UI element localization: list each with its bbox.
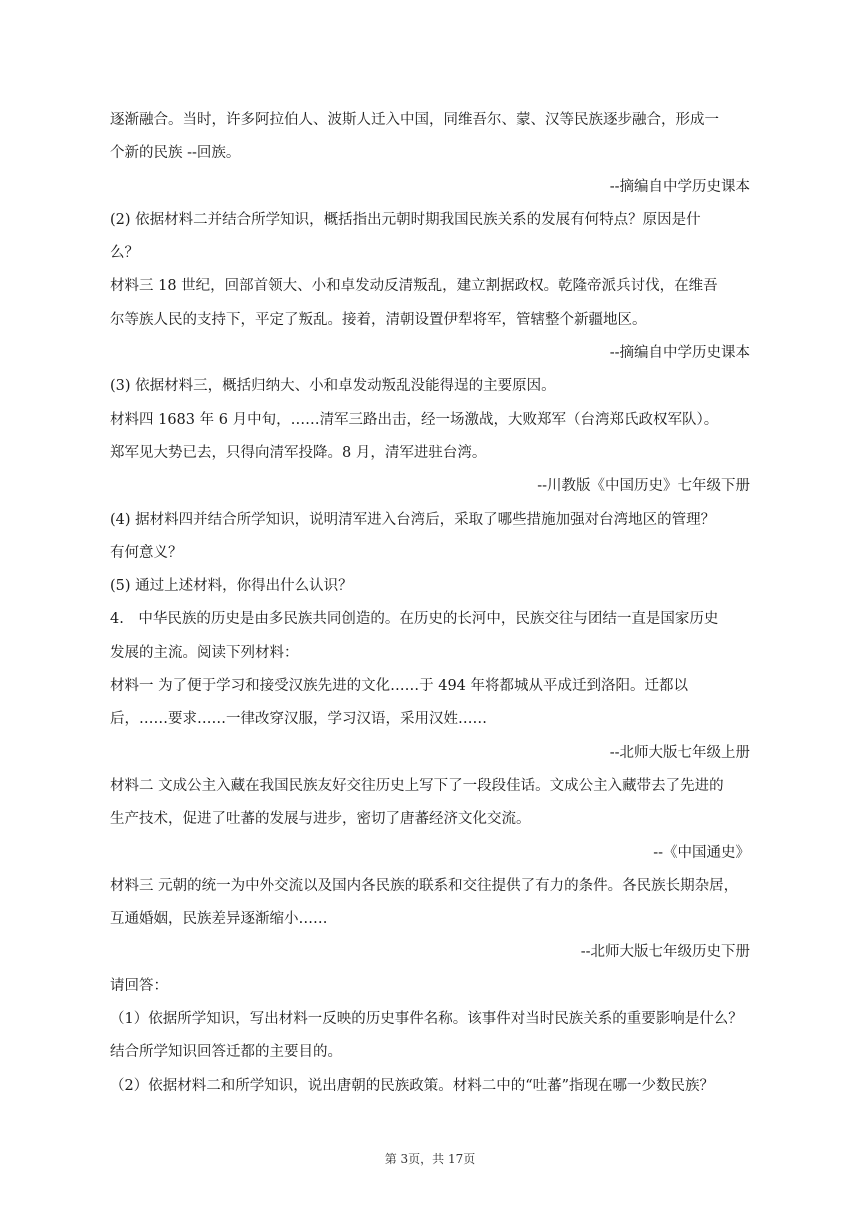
source-citation: --北师大版七年级上册 bbox=[609, 744, 750, 761]
text-line: 互通婚姻，民族差异逐渐缩小…… bbox=[110, 911, 328, 928]
text-line: 有何意义？ bbox=[110, 544, 183, 561]
text-line: 材料一 为了便于学习和接受汉族先进的文化……于 494 年将都城从平成迁到洛阳。迁都以 bbox=[110, 678, 689, 695]
text-line: 发展的主流。阅读下列材料： bbox=[110, 644, 299, 661]
text-line: 逐渐融合。当时，许多阿拉伯人、波斯人迁入中国，同维吾尔、蒙、汉等民族逐步融合，形成一 bbox=[110, 112, 719, 128]
text-line: 材料三 18 世纪，回部首领大、小和卓发动反清叛乱，建立割据政权。乾隆帝派兵讨伐，在维吾 bbox=[110, 278, 718, 295]
text-line: 个新的民族 --回族。 bbox=[110, 145, 241, 162]
source-citation: --北师大版七年级历史下册 bbox=[580, 944, 750, 961]
text-line: (5) 通过上述材料，你得出什么认识？ bbox=[110, 578, 353, 595]
text-line: （1）依据所学知识，写出材料一反映的历史事件名称。该事件对当时民族关系的重要影响是什么？ bbox=[110, 1011, 743, 1028]
text-line: （2）依据材料二和所学知识，说出唐朝的民族政策。材料二中的“吐蕃”指现在哪一少数民族？ bbox=[110, 1077, 715, 1094]
source-citation: --川教版《中国历史》七年级下册 bbox=[537, 478, 750, 495]
text-line: 材料四 1683 年 6 月中旬，……清军三路出击，经一场激战，大败郑军（台湾郑氏政权军队）。 bbox=[110, 411, 719, 428]
source-citation: --摘编自中学历史课本 bbox=[609, 178, 750, 195]
text-line: (3) 依据材料三，概括归纳大、小和卓发动叛乱没能得逞的主要原因。 bbox=[110, 378, 556, 395]
text-line: 请回答： bbox=[110, 977, 168, 994]
text-line: 后，……要求……一律改穿汉服，学习汉语，采用汉姓…… bbox=[110, 711, 487, 728]
text-line: 材料二 文成公主入藏在我国民族友好交往历史上写下了一段段佳话。文成公主入藏带去了先进的 bbox=[110, 777, 724, 794]
text-line: 结合所学知识回答迁都的主要目的。 bbox=[110, 1044, 342, 1061]
text-line: 尔等族人民的支持下，平定了叛乱。接着，清朝设置伊犁将军，管辖整个新疆地区。 bbox=[110, 311, 647, 328]
text-line: 么？ bbox=[110, 245, 139, 262]
page-footer: 第 3页，共 17页 bbox=[384, 1152, 476, 1166]
text-line: 郑军见大势已去，只得向清军投降。8 月，清军进驻台湾。 bbox=[110, 444, 487, 461]
text-line: (4) 据材料四并结合所学知识，说明清军进入台湾后，采取了哪些措施加强对台湾地区的管理？ bbox=[110, 511, 716, 528]
text-line: 材料三 元朝的统一为中外交流以及国内各民族的联系和交往提供了有力的条件。各民族长期杂居， bbox=[110, 877, 739, 894]
text-line: (2) 依据材料二并结合所学知识，概括指出元朝时期我国民族关系的发展有何特点？原因是什 bbox=[110, 211, 701, 228]
page-content bbox=[110, 104, 760, 1103]
text-line: 生产技术，促进了吐蕃的发展与进步，密切了唐蕃经济文化交流。 bbox=[110, 811, 531, 828]
text-line: 4. 中华民族的历史是由多民族共同创造的。在历史的长河中，民族交往与团结一直是国家历史 bbox=[110, 611, 719, 628]
source-citation: --《中国通史》 bbox=[653, 844, 750, 861]
source-citation: --摘编自中学历史课本 bbox=[609, 345, 750, 362]
